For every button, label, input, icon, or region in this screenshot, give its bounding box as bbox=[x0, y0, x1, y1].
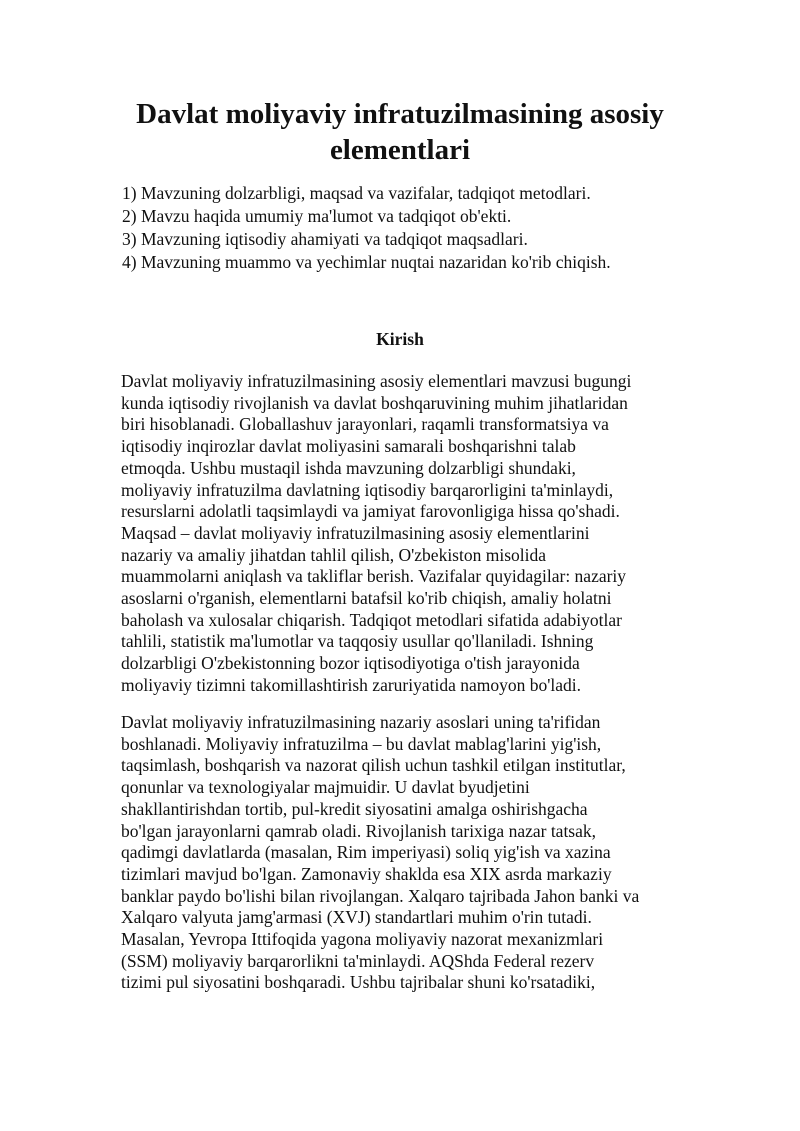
paragraph-line: tizimi pul siyosatini boshqaradi. Ushbu tajribalar shuni ko'rsatadiki, bbox=[121, 972, 596, 993]
paragraph-line: Masalan, Yevropa Ittifoqida yagona moliyaviy nazorat mexanizmlari bbox=[121, 929, 604, 950]
paragraph-line: Maqsad – davlat moliyaviy infratuzilmasining asosiy elementlarini bbox=[121, 522, 590, 543]
paragraph-line: (SSM) moliyaviy barqarorlikni ta'minlaydi. AQShda Federal rezerv bbox=[121, 950, 595, 971]
paragraph-line: resurslarni adolatli taqsimlaydi va jamiyat farovonligiga hissa qo'shadi. bbox=[121, 501, 620, 522]
objective-item: 2) Mavzu haqida umumiy ma'lumot va tadqiqot ob'ekti. bbox=[122, 206, 512, 226]
paragraph-line: kunda iqtisodiy rivojlanish va davlat boshqaruvining muhim jihatlaridan bbox=[121, 392, 628, 413]
paragraph-line: qadimgi davlatlarda (masalan, Rim imperiyasi) soliq yig'ish va xazina bbox=[121, 842, 611, 863]
paragraph-line: taqsimlash, boshqarish va nazorat qilish uchun tashkil etilgan institutlar, bbox=[121, 755, 626, 776]
paragraph-line: Xalqaro valyuta jamg'armasi (XVJ) standartlari muhim o'rin tutadi. bbox=[121, 907, 592, 928]
paragraph-line: asoslarni o'rganish, elementlarni batafsil ko'rib chiqish, amaliy holatni bbox=[121, 588, 612, 609]
paragraph-line: boshlanadi. Moliyaviy infratuzilma – bu davlat mablag'larini yig'ish, bbox=[121, 733, 602, 754]
paragraph-line: bo'lgan jarayonlarni qamrab oladi. Rivojlanish tarixiga nazar tatsak, bbox=[121, 820, 597, 841]
paragraph-line: nazariy va amaliy jihatdan tahlil qilish, O'zbekiston misolida bbox=[121, 544, 546, 565]
paragraph-line: iqtisodiy inqirozlar davlat moliyasini samarali boshqarishni talab bbox=[121, 436, 576, 457]
paragraph-line: tizimlari mavjud bo'lgan. Zamonaviy shaklda esa XIX asrda markaziy bbox=[121, 863, 612, 884]
paragraph-line: Davlat moliyaviy infratuzilmasining nazariy asoslari uning ta'rifidan bbox=[121, 712, 601, 732]
paragraph-line: dolzarbligi O'zbekistonning bozor iqtisodiyotiga o'tish jarayonida bbox=[121, 653, 580, 674]
paragraph-line: etmoqda. Ushbu mustaqil ishda mavzuning dolzarbligi shundaki, bbox=[121, 457, 576, 478]
paragraph-line: muammolarni aniqlash va takliflar berish. Vazifalar quyidagilar: nazariy bbox=[121, 566, 627, 587]
objective-item: 4) Mavzuning muammo va yechimlar nuqtai nazaridan ko'rib chiqish. bbox=[122, 252, 611, 272]
paragraph-line: Davlat moliyaviy infratuzilmasining asosiy elementlari mavzusi bugungi bbox=[121, 371, 632, 391]
objectives-list bbox=[122, 182, 722, 274]
intro-paragraph-1 bbox=[121, 371, 701, 697]
paragraph-line: qonunlar va texnologiyalar majmuidir. U davlat byudjetini bbox=[121, 777, 530, 798]
intro-paragraph-2 bbox=[121, 712, 701, 994]
document-title bbox=[100, 96, 700, 168]
objective-item: 1) Mavzuning dolzarbligi, maqsad va vazifalar, tadqiqot metodlari. bbox=[122, 183, 591, 203]
paragraph-line: shakllantirishdan tortib, pul-kredit siyosatini amalga oshirishgacha bbox=[121, 798, 588, 819]
title-line: Davlat moliyaviy infratuzilmasining asosiy bbox=[136, 98, 664, 130]
paragraph-line: tahlili, statistik ma'lumotlar va taqqosiy usullar qo'llaniladi. Ishning bbox=[121, 631, 594, 652]
section-heading: Kirish bbox=[376, 329, 424, 349]
title-line: elementlari bbox=[329, 134, 471, 166]
paragraph-line: moliyaviy infratuzilma davlatning iqtisodiy barqarorligini ta'minlaydi, bbox=[121, 479, 614, 500]
paragraph-line: moliyaviy tizimni takomillashtirish zaruriyatida namoyon bo'ladi. bbox=[121, 674, 582, 695]
paragraph-line: biri hisoblanadi. Globallashuv jarayonlari, raqamli transformatsiya va bbox=[121, 414, 609, 435]
paragraph-line: baholash va xulosalar chiqarish. Tadqiqot metodlari sifatida adabiyotlar bbox=[121, 609, 622, 630]
objective-item: 3) Mavzuning iqtisodiy ahamiyati va tadqiqot maqsadlari. bbox=[122, 229, 528, 249]
paragraph-line: banklar paydo bo'lishi bilan rivojlangan. Xalqaro tajribada Jahon banki va bbox=[121, 885, 640, 906]
